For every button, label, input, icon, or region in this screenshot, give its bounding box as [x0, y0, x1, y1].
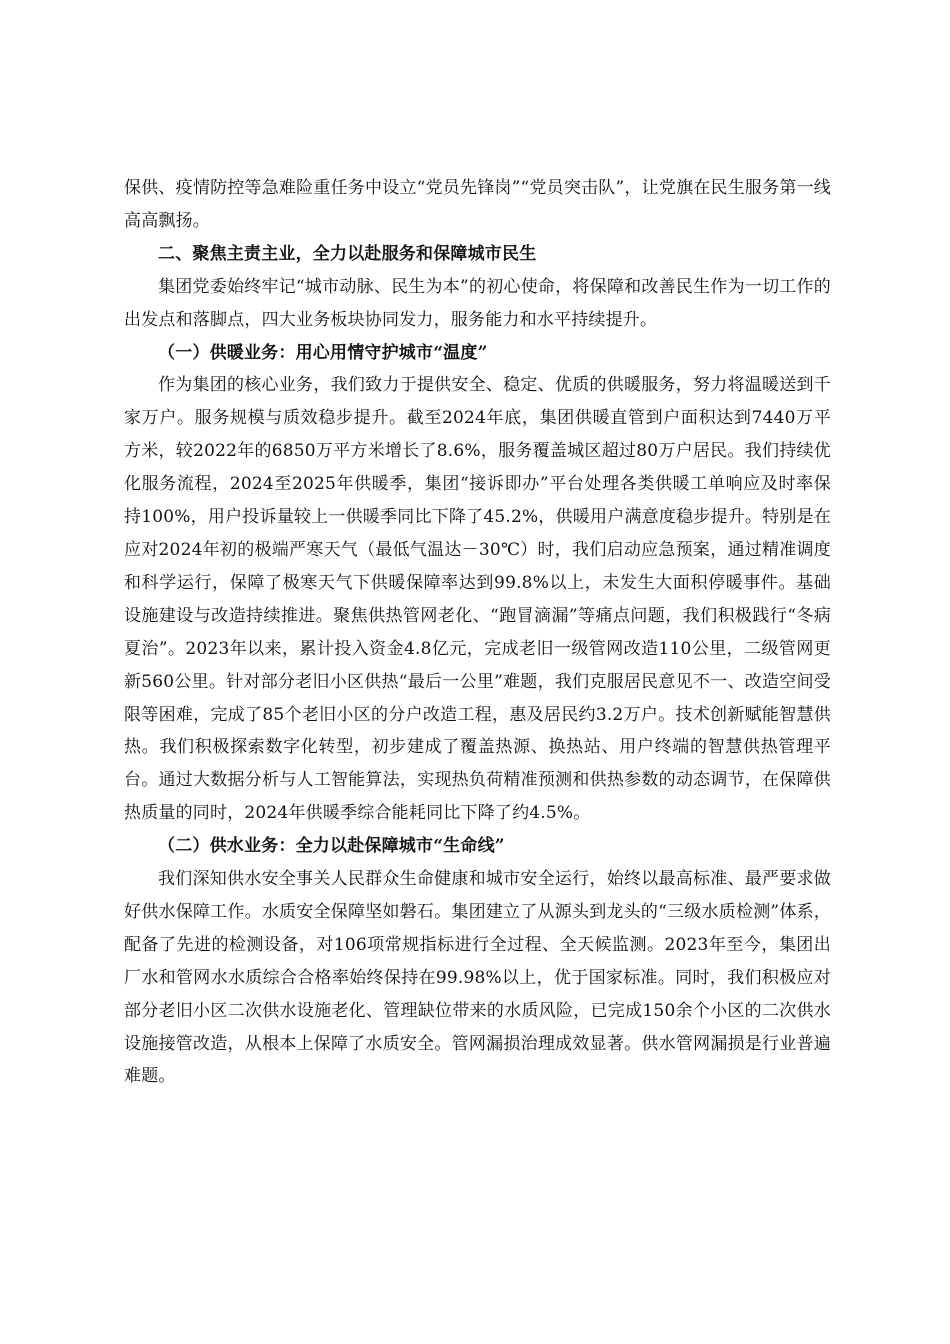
subsection-heading-water: （二）供水业务：全力以赴保障城市“生命线”	[158, 836, 505, 857]
section-heading: 二、聚焦主责主业，全力以赴服务和保障城市民生	[158, 243, 537, 264]
document-body	[124, 172, 831, 1093]
paragraph-intro: 集团党委始终牢记“城市动脉、民生为本”的初心使命，将保障和改善民生作为一切工作的出发点和落脚点，四大业务板块协同发力，服务能力和水平持续提升。	[124, 276, 831, 330]
paragraph-continuation: 保供、疫情防控等急难险重任务中设立“党员先锋岗”“党员突击队”，让党旗在民生服务第一线高高飘扬。	[124, 178, 831, 231]
paragraph-water: 我们深知供水安全事关人民群众生命健康和城市安全运行，始终以最高标准、最严要求做好供水保障工作。水质安全保障坚如磐石。集团建立了从源头到龙头的“三级水质检测”体系，配备了先进的检测设备，对106项常规指标进行全过程、全天候监测。2023年至今，集团出厂水和管网水水质综合合格率始终保持在99.98%以上，优于国家标准。同时，我们积极应对部分老旧小区二次供水设施老化、管理缺位带来的水质风险，已完成150余个小区的二次供水设施接管改造，从根本上保障了水质安全。管网漏损治理成效显著。供水管网漏损是行业普遍难题。	[124, 869, 831, 1087]
subsection-heading-heating: （一）供暖业务：用心用情守护城市“温度”	[158, 342, 488, 363]
paragraph-heating: 作为集团的核心业务，我们致力于提供安全、稳定、优质的供暖服务，努力将温暖送到千家万户。服务规模与质效稳步提升。截至2024年底，集团供暖直管到户面积达到7440万平方米，较2022年的6850万平方米增长了8.6%，服务覆盖城区超过80万户居民。我们持续优化服务流程，2024至2025年供暖季，集团“接诉即办”平台处理各类供暖工单响应及时率保持100%，用户投诉量较上一供暖季同比下降了45.2%，供暖用户满意度稳步提升。特别是在应对2024年初的极端严寒天气（最低气温达－30℃）时，我们启动应急预案，通过精准调度和科学运行，保障了极寒天气下供暖保障率达到99.8%以上，未发生大面积停暖事件。基础设施建设与改造持续推进。聚焦供热管网老化、“跑冒滴漏”等痛点问题，我们积极践行“冬病夏治”。2023年以来，累计投入资金4.8亿元，完成老旧一级管网改造110公里，二级管网更新560公里。针对部分老旧小区供热“最后一公里”难题，我们克服居民意见不一、改造空间受限等困难，完成了85个老旧小区的分户改造工程，惠及居民约3.2万户。技术创新赋能智慧供热。我们积极探索数字化转型，初步建成了覆盖热源、换热站、用户终端的智慧供热管理平台。通过大数据分析与人工智能算法，实现热负荷精准预测和供热参数的动态调节，在保障供热质量的同时，2024年供暖季综合能耗同比下降了约4.5%。	[124, 375, 831, 824]
